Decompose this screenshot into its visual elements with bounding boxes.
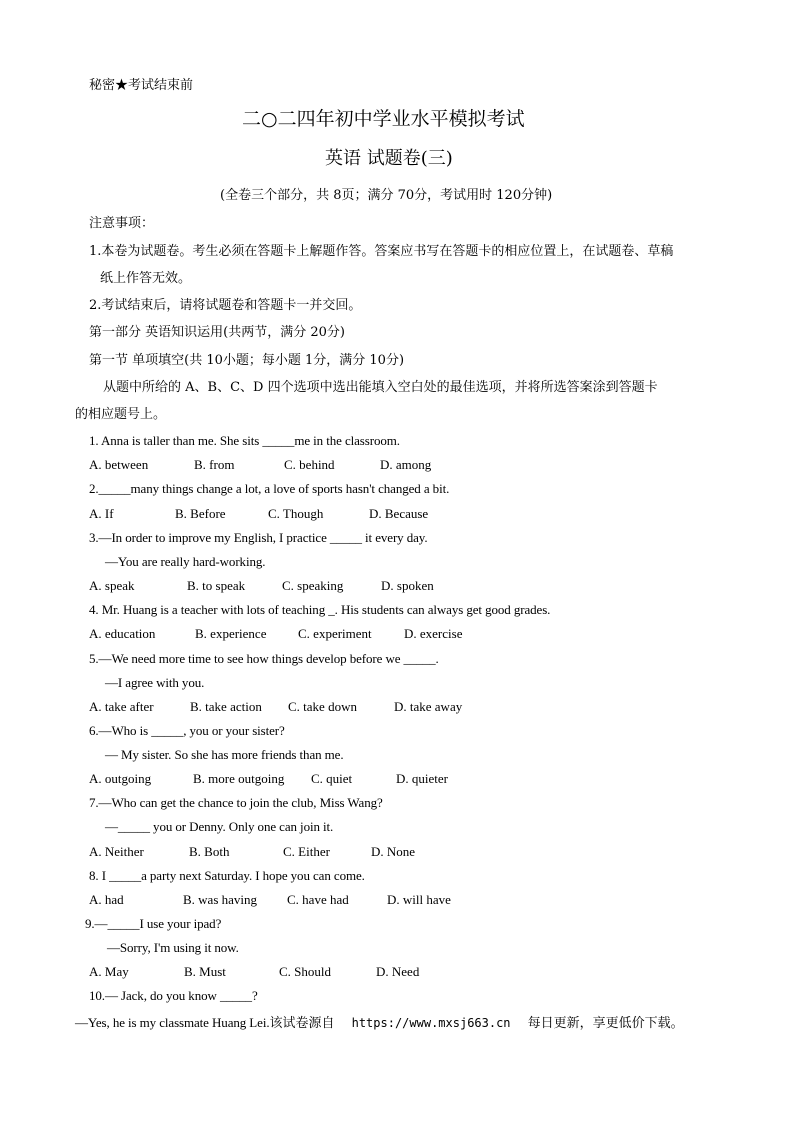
question-6-reply: — My sister. So she has more friends than me. [105, 747, 344, 762]
option-a: A. If [89, 506, 114, 521]
question-3-reply: —You are really hard-working. [105, 554, 266, 569]
note-item-2: 2.考试结束后，请将试题卷和答题卡一并交回。 [89, 298, 362, 313]
option-a: A. speak [89, 578, 135, 593]
option-d: D. will have [387, 892, 451, 907]
part1-heading: 第一部分 英语知识运用(共两节，满分 20分) [89, 325, 345, 340]
exam-info: (全卷三个部分，共 8页；满分 70分，考试用时 120分钟) [220, 188, 553, 203]
option-d: D. among [380, 457, 432, 472]
option-b: B. Must [184, 964, 226, 979]
source-link[interactable]: https://www.mxsj663.cn [351, 1016, 511, 1030]
option-c: C. take down [288, 699, 357, 714]
question-6-stem: 6.—Who is _____, you or your sister? [89, 723, 285, 738]
question-2-stem: 2._____many things change a lot, a love of sports hasn't changed a bit. [89, 481, 450, 496]
notes-heading: 注意事项： [89, 216, 155, 231]
question-9-reply: —Sorry, I'm using it now. [107, 940, 239, 955]
section1-heading: 第一节 单项填空(共 10小题；每小题 1分，满分 10分) [89, 353, 405, 368]
question-1-stem: 1. Anna is taller than me. She sits _____me in the classroom. [89, 433, 400, 448]
option-a: A. take after [89, 699, 154, 714]
question-9-stem: 9.—_____I use your ipad? [85, 916, 222, 931]
option-d: D. quieter [396, 771, 448, 786]
exam-title: 二○二四年初中学业水平模拟考试 [242, 108, 525, 130]
instruction: 从题中所给的 A、B、C、D 四个选项中选出能填入空白处的最佳选项，并将所选答案涂到答题卡 [103, 380, 658, 395]
source-prefix: 该试卷源自 [269, 1016, 335, 1031]
option-b: B. was having [183, 892, 258, 907]
option-a: A. had [89, 892, 124, 907]
option-c: C. Either [283, 844, 330, 859]
option-d: D. take away [394, 699, 463, 714]
option-b: B. Both [189, 844, 230, 859]
option-c: C. behind [284, 457, 335, 472]
question-4-stem: 4. Mr. Huang is a teacher with lots of teaching _. His students can always get good grades. [89, 602, 551, 617]
option-d: D. exercise [404, 626, 463, 641]
instruction-cont: 的相应题号上。 [75, 407, 167, 422]
note-item-1: 1.本卷为试题卷。考生必须在答题卡上解题作答。答案应书写在答题卡的相应位置上，在试题卷、草稿 [89, 244, 674, 259]
option-a: A. education [89, 626, 156, 641]
question-3-stem: 3.—In order to improve my English, I practice _____ it every day. [89, 530, 428, 545]
question-7-stem: 7.—Who can get the chance to join the club, Miss Wang? [89, 795, 383, 810]
option-c: C. speaking [282, 578, 344, 593]
option-c: C. Should [279, 964, 332, 979]
question-10-reply: —Yes, he is my classmate Huang Lei. [75, 1015, 270, 1030]
option-d: D. spoken [381, 578, 434, 593]
option-b: B. more outgoing [193, 771, 285, 786]
option-c: C. quiet [311, 771, 353, 786]
question-5-stem: 5.—We need more time to see how things develop before we _____. [89, 651, 439, 666]
option-d: D. None [371, 844, 416, 859]
option-a: A. between [89, 457, 149, 472]
question-8-stem: 8. I _____a party next Saturday. I hope you can come. [89, 868, 365, 883]
option-d: D. Because [369, 506, 429, 521]
option-a: A. Neither [89, 844, 144, 859]
option-a: A. May [89, 964, 129, 979]
option-b: B. Before [175, 506, 226, 521]
option-d: D. Need [376, 964, 420, 979]
question-5-reply: —I agree with you. [105, 675, 205, 690]
footer-line [75, 1014, 684, 1030]
secret-mark: 秘密★考试结束前 [89, 78, 194, 93]
source-suffix: 每日更新，享更低价下载。 [527, 1016, 684, 1031]
option-c: C. Though [268, 506, 324, 521]
option-b: B. from [194, 457, 235, 472]
exam-subtitle: 英语 试题卷(三) [325, 148, 453, 169]
option-a: A. outgoing [89, 771, 152, 786]
option-c: C. experiment [298, 626, 372, 641]
option-b: B. take action [190, 699, 262, 714]
option-b: B. to speak [187, 578, 246, 593]
question-7-reply: —_____ you or Denny. Only one can join it. [105, 819, 334, 834]
option-b: B. experience [195, 626, 267, 641]
question-10-stem: 10.— Jack, do you know _____? [89, 988, 258, 1003]
option-c: C. have had [287, 892, 349, 907]
note-item-1-cont: 纸上作答无效。 [100, 271, 192, 286]
